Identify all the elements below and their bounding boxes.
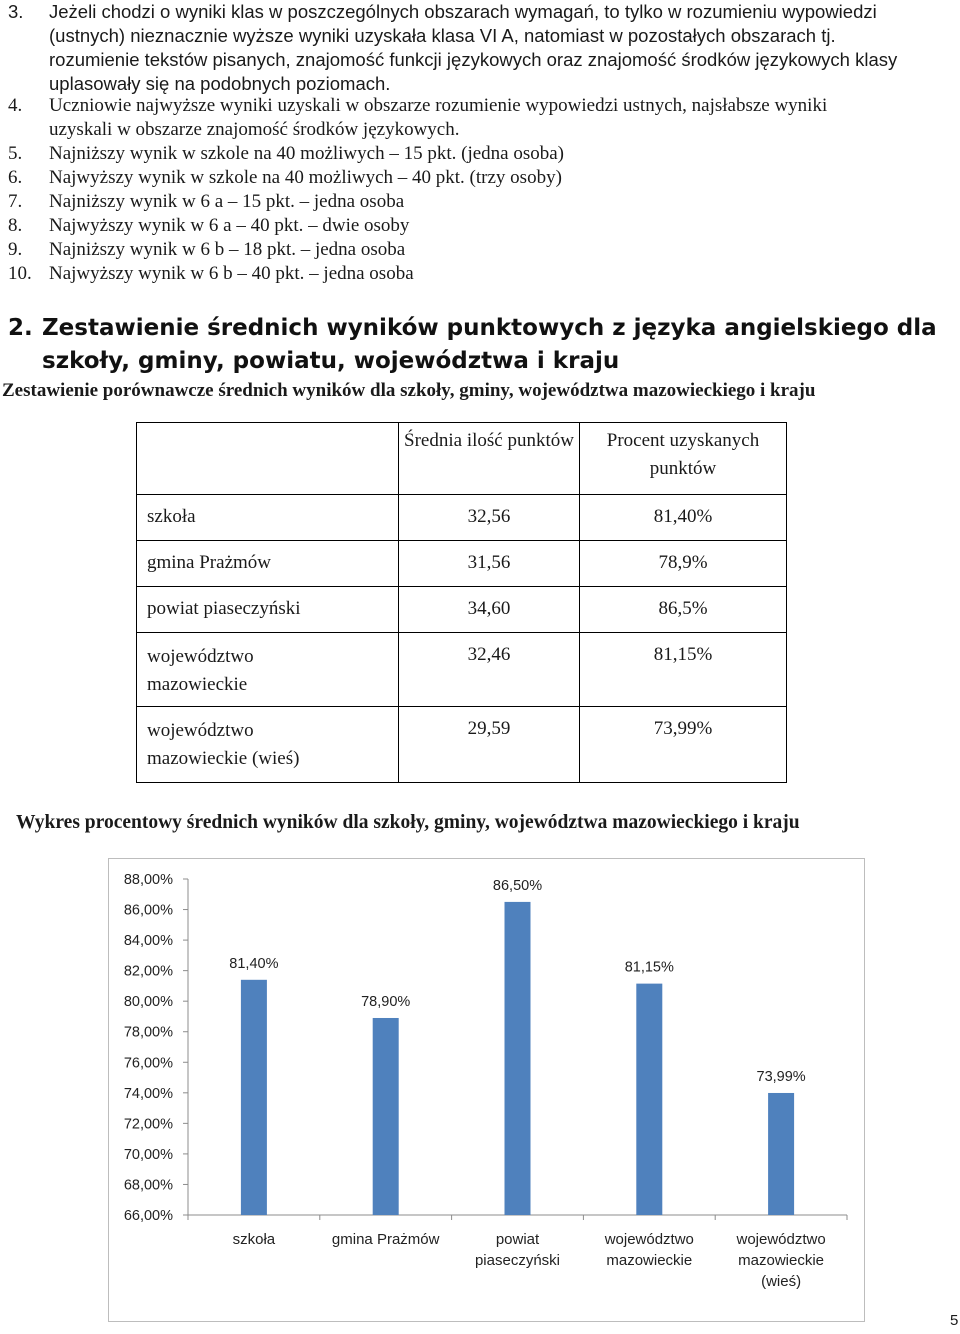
y-tick-label: 72,00% bbox=[123, 1116, 173, 1133]
text-line: Uczniowie najwyższe wyniki uzyskali w obszarze rozumienie wypowiedzi ustnych, najsłabsze wyniki bbox=[49, 95, 828, 116]
list-item-number: 7. bbox=[8, 191, 23, 212]
x-tick-label: szkoła bbox=[232, 1231, 276, 1248]
list-item-number: 6. bbox=[8, 167, 23, 188]
y-tick-label: 82,00% bbox=[123, 963, 173, 980]
x-tick-label: piaseczyński bbox=[474, 1252, 561, 1269]
table-cell: 32,56 bbox=[399, 495, 580, 541]
data-label: 81,15% bbox=[624, 959, 674, 976]
section-number: 2. bbox=[8, 315, 33, 341]
table-row bbox=[137, 707, 787, 783]
list-item-text bbox=[49, 0, 949, 96]
table-cell: 29,59 bbox=[399, 707, 580, 783]
data-label: 86,50% bbox=[492, 877, 543, 894]
table-cell: 32,46 bbox=[399, 633, 580, 707]
data-label: 73,99% bbox=[756, 1068, 806, 1085]
table-row bbox=[137, 587, 787, 633]
bar bbox=[373, 1018, 399, 1215]
list-item-number: 3. bbox=[8, 1, 24, 22]
x-tick-label: województwo bbox=[736, 1231, 826, 1248]
bar-chart bbox=[109, 859, 864, 1321]
table-cell: powiat piaseczyński bbox=[137, 587, 399, 633]
x-tick-label: (wieś) bbox=[761, 1273, 802, 1290]
table-cell: 86,5% bbox=[580, 587, 787, 633]
table-cell: 81,15% bbox=[580, 633, 787, 707]
table-cell: 31,56 bbox=[399, 541, 580, 587]
text-line: (ustnych) nieznacznie wyższe wyniki uzyskała klasa VI A, natomiast w pozostałych obszarach tj. bbox=[49, 25, 836, 46]
table-cell: szkoła bbox=[137, 495, 399, 541]
x-tick-label: mazowieckie bbox=[606, 1252, 693, 1269]
table-cell: województwo mazowieckie bbox=[137, 633, 399, 707]
y-tick-label: 78,00% bbox=[123, 1024, 173, 1041]
list-item-text bbox=[49, 94, 949, 142]
list-item-text: Najwyższy wynik w 6 a – 40 pkt. – dwie osoby bbox=[49, 215, 410, 236]
table-row bbox=[137, 541, 787, 587]
table-cell: gmina Prażmów bbox=[137, 541, 399, 587]
text-line: uzyskali w obszarze znajomość środków językowych. bbox=[49, 119, 460, 140]
y-tick-label: 74,00% bbox=[123, 1085, 173, 1102]
x-tick-label: mazowieckie bbox=[738, 1252, 825, 1269]
bar bbox=[636, 984, 662, 1215]
y-tick-label: 66,00% bbox=[123, 1208, 173, 1224]
table-row bbox=[137, 633, 787, 707]
x-tick-label: województwo bbox=[604, 1231, 694, 1248]
list-item-number: 5. bbox=[8, 143, 23, 164]
chart-area bbox=[108, 858, 865, 1322]
text-line: rozumienie tekstów pisanych, znajomość funkcji językowych oraz znajomość środków językowych klasy bbox=[49, 49, 898, 70]
y-tick-label: 70,00% bbox=[123, 1146, 173, 1163]
list-item-number: 9. bbox=[8, 239, 23, 260]
table-row bbox=[137, 495, 787, 541]
table-header-cell bbox=[137, 423, 399, 495]
x-tick-label: powiat bbox=[495, 1231, 540, 1248]
table-header-cell: Średnia ilość punktów bbox=[399, 423, 580, 495]
list-item-text: Najniższy wynik w szkole na 40 możliwych – 15 pkt. (jedna osoba) bbox=[49, 143, 564, 164]
bar bbox=[505, 902, 531, 1215]
page-number: 5 bbox=[950, 1312, 959, 1329]
y-tick-label: 88,00% bbox=[123, 872, 173, 888]
table-header-row bbox=[137, 423, 787, 495]
section-title: Zestawienie średnich wyników punktowych z języka angielskiego dla szkoły, gminy, powiatu, województwa i kraju bbox=[42, 315, 937, 374]
table-cell: 78,9% bbox=[580, 541, 787, 587]
y-tick-label: 68,00% bbox=[123, 1177, 173, 1194]
data-label: 78,90% bbox=[361, 993, 411, 1010]
comparison-table bbox=[136, 422, 787, 783]
y-tick-label: 86,00% bbox=[123, 902, 173, 919]
table-header-cell: Procent uzyskanych punktów bbox=[580, 423, 787, 495]
text-line: Jeżeli chodzi o wyniki klas w poszczególnych obszarach wymagań, to tylko w rozumieniu wypowiedzi bbox=[49, 1, 877, 22]
chart-title: Wykres procentowy średnich wyników dla szkoły, gminy, województwa mazowieckiego i kraju bbox=[16, 812, 800, 833]
text-line: uplasowały się na podobnych poziomach. bbox=[49, 73, 391, 94]
table-cell: 81,40% bbox=[580, 495, 787, 541]
y-tick-label: 84,00% bbox=[123, 933, 173, 950]
list-item-text: Najniższy wynik w 6 b – 18 pkt. – jedna osoba bbox=[49, 239, 406, 260]
table-cell: 73,99% bbox=[580, 707, 787, 783]
list-item-text: Najniższy wynik w 6 a – 15 pkt. – jedna osoba bbox=[49, 191, 405, 212]
list-item-number: 10. bbox=[8, 263, 32, 284]
bar bbox=[768, 1093, 794, 1215]
table-cell: województwo mazowieckie (wieś) bbox=[137, 707, 399, 783]
y-tick-label: 80,00% bbox=[123, 994, 173, 1011]
y-tick-label: 76,00% bbox=[123, 1055, 173, 1072]
list-item-number: 8. bbox=[8, 215, 23, 236]
table-caption: Zestawienie porównawcze średnich wyników dla szkoły, gminy, województwa mazowieckiego i kraju bbox=[2, 380, 816, 401]
bar bbox=[241, 980, 267, 1215]
table-cell: 34,60 bbox=[399, 587, 580, 633]
data-label: 81,40% bbox=[229, 955, 279, 972]
list-item-text: Najwyższy wynik w szkole na 40 możliwych – 40 pkt. (trzy osoby) bbox=[49, 167, 562, 188]
list-item-number: 4. bbox=[8, 95, 23, 116]
list-item-text: Najwyższy wynik w 6 b – 40 pkt. – jedna osoba bbox=[49, 263, 414, 284]
x-tick-label: gmina Prażmów bbox=[331, 1231, 440, 1248]
